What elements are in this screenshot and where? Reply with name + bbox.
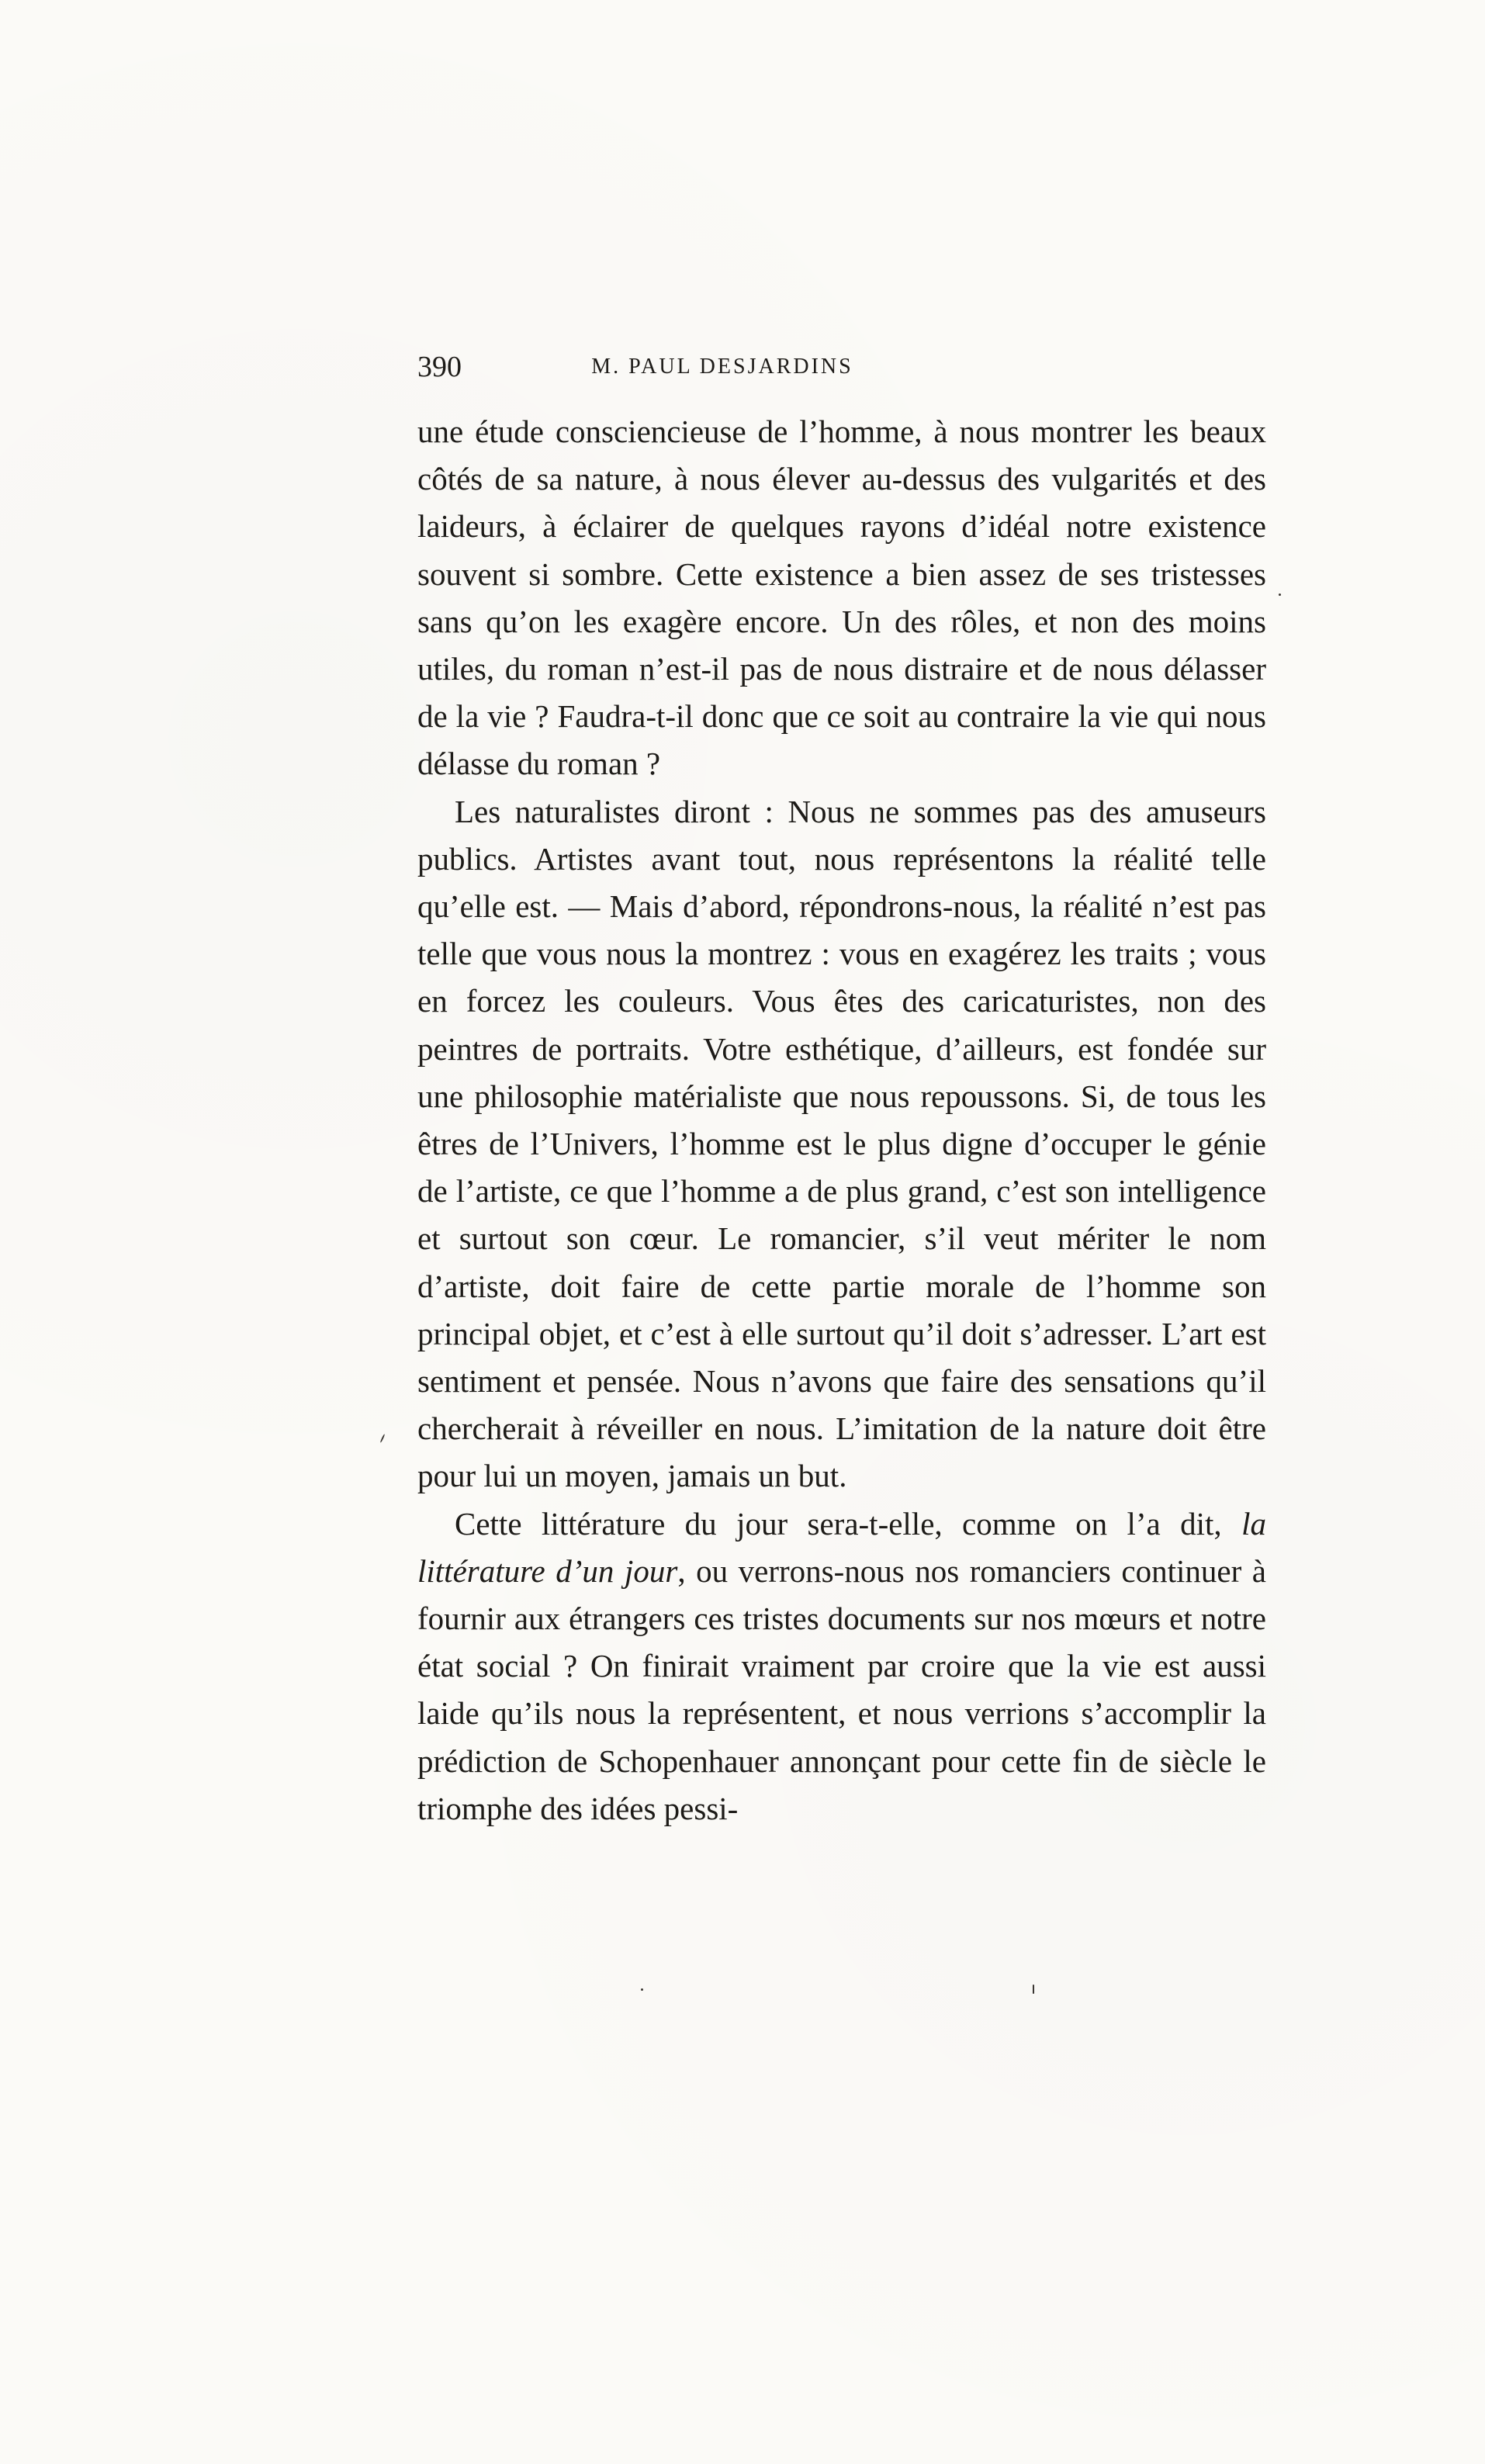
page-number: 390 <box>417 351 462 383</box>
print-speck <box>641 1988 643 1991</box>
paragraph-3-text-after: , ou verrons-nous nos romanciers continuer à fournir aux étrangers ces tristes documents sur nos mœurs et notre état social ? On finirait vraiment par croire que la vie est aussi laide qu’ils nous la représentent, et nous verrions s’accomplir la prédiction de Schopenhauer annonçant pour cette fin de siècle le triomphe des idées pessi- <box>417 1552 1266 1826</box>
print-speck <box>1033 1985 1034 1994</box>
italic-phrase: la littérature d’un jour <box>417 1505 1266 1589</box>
print-speck <box>380 1434 386 1443</box>
page-header <box>417 348 1027 386</box>
paragraph-2: Les naturalistes diront : Nous ne sommes pas des amuseurs publics. Artistes avant tout, nous représentons la réalité telle qu’elle est. — Mais d’abord, répondrons-nous, la réalité n’est pas telle que vous nous la montrez : vous en exagérez les traits ; vous en forcez les couleurs. Vous êtes des caricaturistes, non des peintres de portraits. Votre esthétique, d’ailleurs, est fondée sur une philosophie matérialiste que nous repoussons. Si, de tous les êtres de l’Univers, l’homme est le plus digne d’occuper le génie de l’artiste, ce que l’homme a de plus grand, c’est son intelligence et surtout son cœur. Le romancier, s’il veut mériter le nom d’artiste, doit faire de cette partie morale de l’homme son principal objet, et c’est à elle surtout qu’il doit s’adresser. L’art est sentiment et pensée. Nous n’avons que faire des sensations qu’il chercherait à réveiller en nous. L’imitation de la nature doit être pour lui un moyen, jamais un but. <box>417 793 1266 1494</box>
paragraph-1: une étude consciencieuse de l’homme, à nous montrer les beaux côtés de sa nature, à nous élever au-dessus des vulgarités et des laideurs, à éclairer de quelques rayons d’idéal notre existence souvent si sombre. Cette existence a bien assez de ses tristesses sans qu’on les exagère encore. Un des rôles, et non des moins utiles, du roman n’est-il pas de nous distraire et de nous délasser de la vie ? Faudra-t-il donc que ce soit au contraire la vie qui nous délasse du roman ? <box>417 414 1266 782</box>
paragraph-3 <box>417 1500 1266 1832</box>
paragraph-3-text-before: Cette littérature du jour sera-t-elle, comme on l’a dit, <box>455 1505 1242 1542</box>
running-head: M. PAUL DESJARDINS <box>591 355 853 379</box>
body-text <box>417 408 1266 1867</box>
print-speck <box>1279 594 1281 596</box>
